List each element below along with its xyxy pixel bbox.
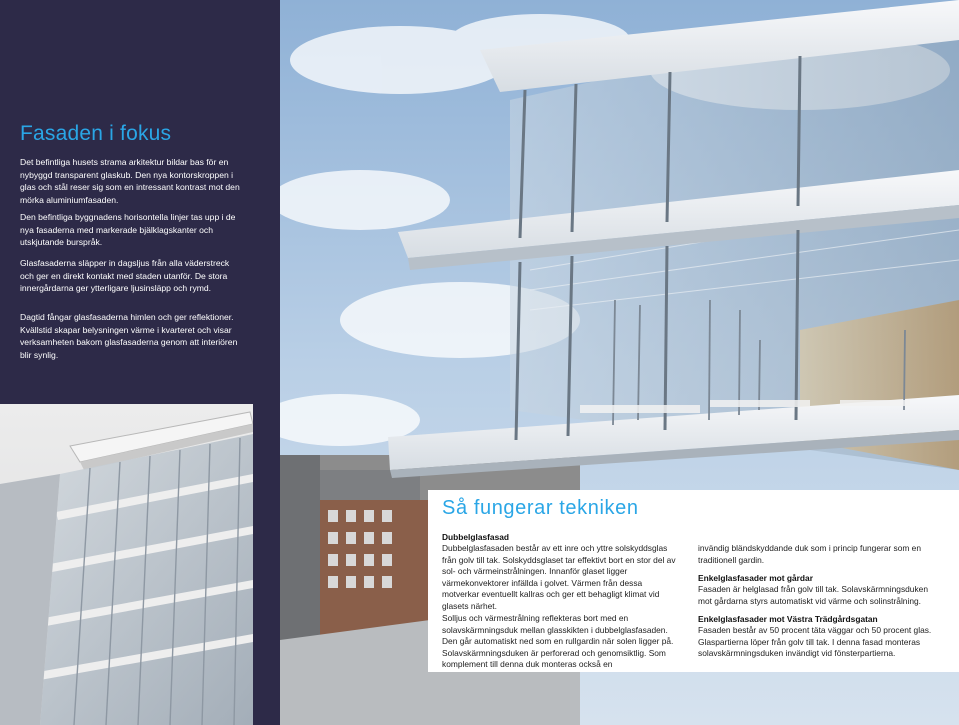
solar-shading-text: Solljus och värmestrålning reflekteras bort med en solavskärmningsduk mellan glasskikten i dubbelglasfasaden. Den går automatiskt ned som en rullgardin när solen ligger på. Solavskärmningsduken är perforerad och genomsiktlig. Som komplement till denna duk monteras också en: [442, 613, 674, 670]
double-glass-heading: Dubbelglasfasad: [442, 532, 510, 542]
article-paragraph-2: Den befintliga byggnadens horisontella linjer tas upp i de nya fasaderna med markerade bjälklagskanter och utskjutande burspråk.: [20, 212, 236, 247]
technique-title: Så fungerar tekniken: [442, 497, 639, 519]
article-paragraph-4: Dagtid fångar glasfasaderna himlen och ger reflektioner. Kvällstid skapar belysningen värme i kvarteret och visar verksamheten bakom glasfasaderna genom att interiören blir synlig.: [20, 312, 238, 360]
street-facade-heading: Enkelglasfasader mot Västra Trädgårdsgatan: [698, 614, 878, 624]
article-panel: [0, 0, 280, 725]
courtyard-facade-text: Fasaden är helglasad från golv till tak. Solavskärmningsduken mot gårdarna styrs automatiskt vid värme och solinstrålning.: [698, 584, 928, 606]
double-glass-text: Dubbelglasfasaden består av ett inre och yttre solskyddsglas från golv till tak. Solskyddsglaset tar effektivt bort en stor del av sol- och värmeinstrålningen. Innanför glaset ligger värmekonvektorer infällda i golvet. Värmen från dessa motverkar eventuellt kallras och ger ett behagligt klimat vid glasets närhet.: [442, 543, 676, 611]
glare-protection-text: invändig bländskyddande duk som i princip fungerar som en traditionell gardin.: [698, 543, 922, 565]
article-paragraph-3: Glasfasaderna släpper in dagsljus från alla väderstreck och ger en direkt kontakt med staden utanför. De stora innergårdarna ger ytterligare ljusinsläpp och rymd.: [20, 258, 230, 293]
technique-info-box: [428, 490, 959, 672]
street-facade-text: Fasaden består av 50 procent täta väggar och 50 procent glas. Glaspartierna löper från golv till tak. I denna fasad monteras solavskärmningsduken invändigt vid fönsterpartierna.: [698, 625, 932, 659]
courtyard-facade-heading: Enkelglasfasader mot gårdar: [698, 573, 813, 583]
article-title: Fasaden i fokus: [20, 122, 172, 145]
facade-render-image: [0, 404, 253, 725]
article-paragraph-1: Det befintliga husets strama arkitektur bildar bas för en nybyggd transparent glaskub. Den nya kontorskroppen i glas och stål reser sig som en intressant kontrast mot den mörka aluminiumfasaden.: [20, 157, 240, 205]
